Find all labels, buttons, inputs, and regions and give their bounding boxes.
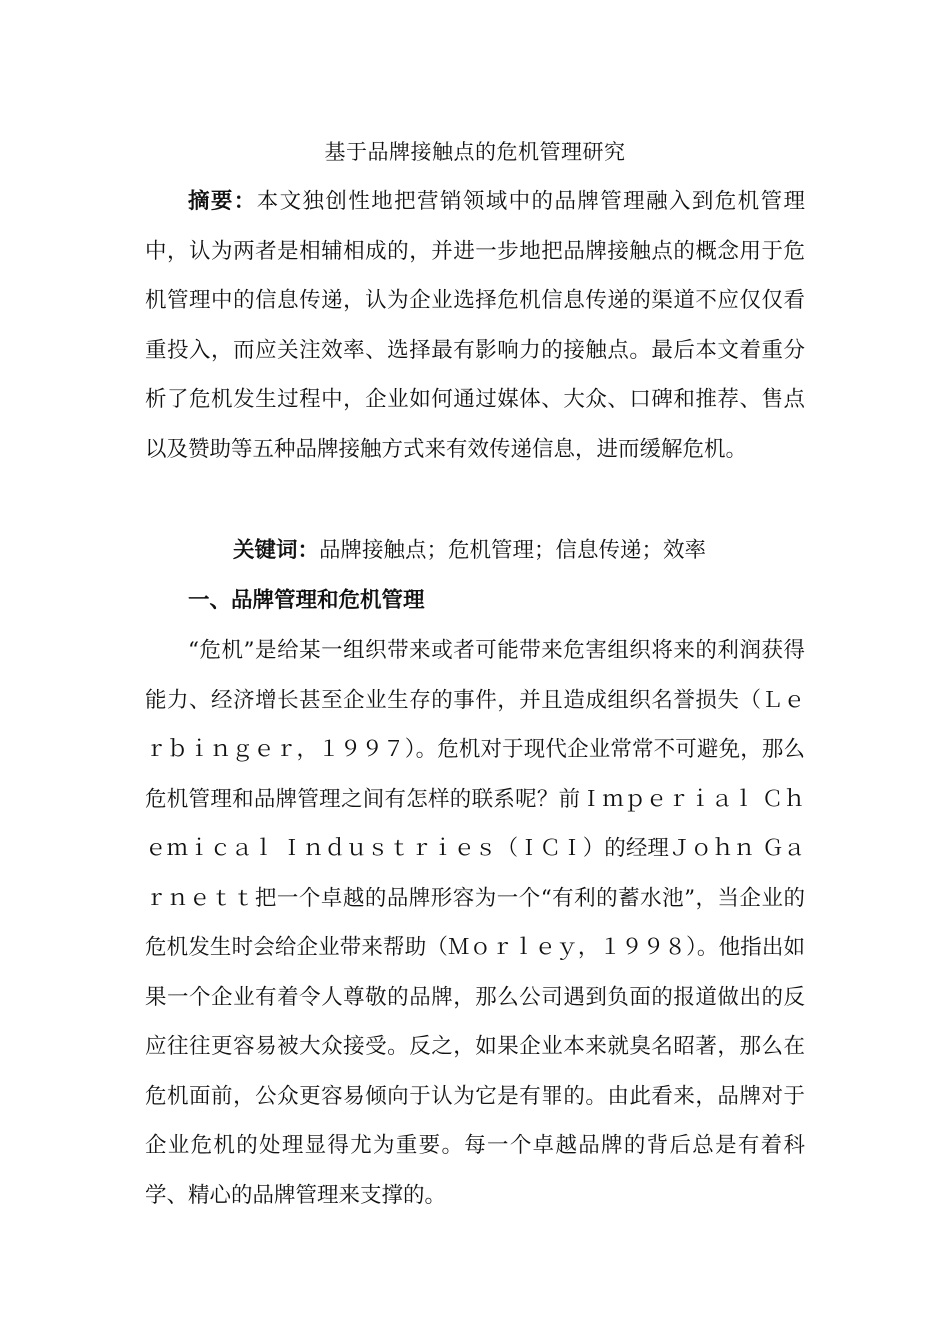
section-1-paragraph: “危机”是给某一组织带来或者可能带来危害组织将来的利润获得能力、经济增长甚至企业生存的事件，并且造成组织名誉损失（Ｌｅｒｂｉｎｇｅｒ，１９９７）。危机对于现代企业常常不可避免，那么危机管理和品牌管理之间有怎样的联系呢？前Ｉｍｐｅｒｉａｌ Ｃｈｅｍｉｃａｌ Ｉｎｄｕｓｔｒｉｅｓ（ＩＣＩ）的经理Ｊｏｈｎ Ｇａｒｎｅｔｔ把一个卓越的品牌形容为一个“有利的蓄水池”，当企业的危机发生时会给企业带来帮助（Ｍｏｒｌｅｙ，１９９８）。他指出如果一个企业有着令人尊敬的品牌，那么公司遇到负面的报道做出的反应往往更容易被大众接受。反之，如果企业本来就臭名昭著，那么在危机面前，公众更容易倾向于认为它是有罪的。由此看来，品牌对于企业危机的处理显得尤为重要。每一个卓越品牌的背后总是有着科学、精心的品牌管理来支撑的。 xyxy=(145,638,805,1208)
keywords-text: 品牌接触点；危机管理；信息传递；效率 xyxy=(319,538,707,563)
section-heading-1: 一、品牌管理和危机管理 xyxy=(188,588,425,613)
abstract-text: 本文独创性地把营销领域中的品牌管理融入到危机管理中，认为两者是相辅相成的，并进一步地把品牌接触点的概念用于危机管理中的信息传递，认为企业选择危机信息传递的渠道不应仅仅看重投入，而应关注效率、选择最有影响力的接触点。最后本文着重分析了危机发生过程中，企业如何通过媒体、大众、口碑和推荐、售点以及赞助等五种品牌接触方式来有效传递信息，进而缓解危机。 xyxy=(145,189,805,462)
keywords-line xyxy=(233,526,833,576)
paper-title: 基于品牌接触点的危机管理研究 xyxy=(324,140,626,164)
keywords-label: 关键词： xyxy=(233,538,320,563)
abstract-paragraph xyxy=(145,177,805,474)
abstract-label: 摘要： xyxy=(188,189,257,214)
